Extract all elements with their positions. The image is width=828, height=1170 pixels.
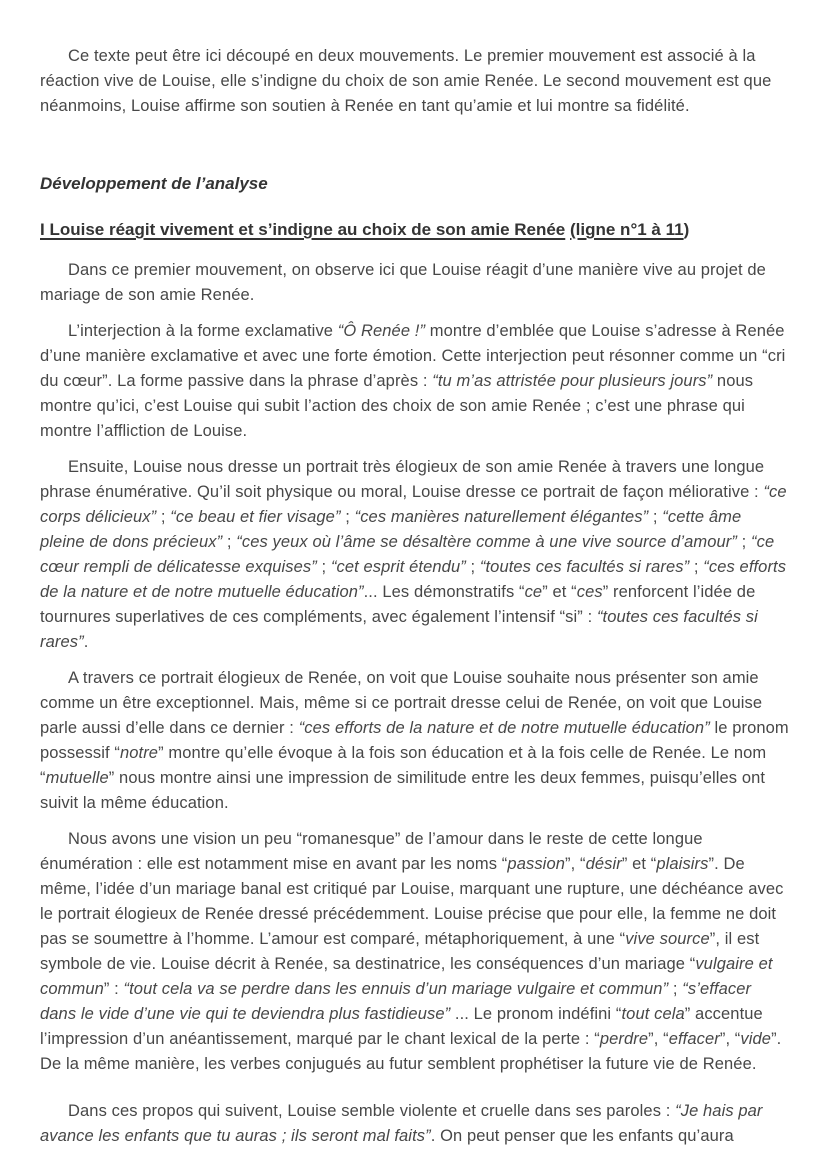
text-run: ” : xyxy=(103,980,124,998)
text-run: vide xyxy=(740,1030,772,1048)
text-run: montre d’emblée que Louise s’adresse à Renée d’une manière exclamative et avec une forte émotion. Cette interjection peut résonner comme un “cri du cœur”. La forme passive dans la phrase d’après : xyxy=(40,322,786,390)
text-run: A travers ce portrait élogieux de Renée, on voit que Louise souhaite nous présenter son amie comme un être exceptionnel. Mais, même si ce portrait dresse celui de Renée, on voit que Louise parle aussi d’elle dans ce dernier : xyxy=(40,669,763,737)
text-run: ” montre qu’elle évoque à la fois son éducation et à la fois celle de Renée. Le nom “ xyxy=(40,744,767,787)
text-run: ”. De même, l’idée d’un mariage banal est critiqué par Louise, marquant une rupture, une déchéance avec le portrait élogieux de Renée dressé précédemment. Louise précise que pour elle, la femme ne doit pas se soumettre à l’homme. L’amour est comparé, métaphoriquement, à une “ xyxy=(40,855,784,948)
text-run: ”, “ xyxy=(565,855,586,873)
text-run: ; xyxy=(465,558,480,576)
text-run: Développement de l’analyse xyxy=(40,174,268,193)
paragraph-romanesque-vision xyxy=(40,827,790,1077)
text-run: le pronom possessif “ xyxy=(40,719,789,762)
text-run: plaisirs xyxy=(656,855,709,873)
text-run: mutuelle xyxy=(45,769,109,787)
text-run: ) xyxy=(683,220,690,239)
text-run: ” et “ xyxy=(542,583,577,601)
text-run: perdre xyxy=(599,1030,649,1048)
text-run: ” renforcent l’idée de tournures superlatives de ces compléments, avec également l’intensif “si” : xyxy=(40,583,756,626)
text-run: Nous avons une vision un peu “romanesque” de l’amour dans le reste de cette longue énumération : elle est notamment mise en avant par les noms “ xyxy=(40,830,703,873)
paragraph-violent-words xyxy=(40,1099,790,1149)
text-run: “s’effacer dans le vide d’une vie qui te deviendra plus fastidieuse” xyxy=(40,980,752,1023)
paragraph-first-movement-intro xyxy=(40,258,790,308)
heading-developpement-analyse xyxy=(40,171,790,196)
text-run: ; xyxy=(648,508,663,526)
text-run: effacer xyxy=(668,1030,720,1048)
text-run: Ce texte peut être ici découpé en deux mouvements. Le premier mouvement est associé à la réaction vive de Louise, elle s’indigne du choix de son amie Renée. Le second mouvement est que néanmoins, Louise affirme son soutien à Renée en tant qu’amie et lui montre sa fidélité. xyxy=(40,47,772,115)
text-run: nous montre qu’ici, c’est Louise qui subit l’action des choix de son amie Renée ; c’est une phrase qui montre l’affliction de Louise. xyxy=(40,372,754,440)
text-run: (ligne n°1 à 11 xyxy=(570,220,684,239)
text-run: vulgaire et commun xyxy=(40,955,773,998)
text-run: “ce corps délicieux” xyxy=(40,483,787,526)
paragraph-movements-overview xyxy=(40,44,790,119)
text-run: “toutes ces facultés si rares” xyxy=(40,608,758,651)
text-run: désir xyxy=(585,855,622,873)
text-run: ”, “ xyxy=(648,1030,669,1048)
text-run: “tout cela va se perdre dans les ennuis d’un mariage vulgaire et commun” xyxy=(123,980,669,998)
text-run: Dans ce premier mouvement, on observe ici que Louise réagit d’une manière vive au projet de mariage de son amie Renée. xyxy=(40,261,766,304)
text-run: . On peut penser que les enfants qu’aura xyxy=(430,1127,734,1145)
text-run: “ces manières naturellement élégantes” xyxy=(354,508,649,526)
text-run: “ce beau et fier visage” xyxy=(170,508,341,526)
text-run: ” et “ xyxy=(621,855,657,873)
text-run: “tu m’as attristée pour plusieurs jours” xyxy=(432,372,713,390)
text-run: I Louise réagit vivement et s’indigne au choix de son amie Renée xyxy=(40,220,566,239)
text-run: “ces efforts de la nature et de notre mutuelle éducation” xyxy=(298,719,710,737)
text-run: ; xyxy=(316,558,331,576)
text-run: “cet esprit étendu” xyxy=(330,558,466,576)
text-run: ”. De la même manière, les verbes conjugués au futur semblent prophétiser la future vie de Renée. xyxy=(40,1030,782,1073)
text-run: ; xyxy=(340,508,355,526)
heading-part-one xyxy=(40,217,790,242)
text-run: notre xyxy=(119,744,159,762)
text-run: vive source xyxy=(625,930,710,948)
paragraph-interjection-analysis xyxy=(40,319,790,444)
text-run: ; xyxy=(736,533,752,551)
text-run: L’interjection à la forme exclamative xyxy=(68,322,338,340)
text-run: ... Les démonstratifs “ xyxy=(363,583,525,601)
text-run: ; xyxy=(689,558,704,576)
text-run: “toutes ces facultés si rares” xyxy=(479,558,690,576)
text-run: passion xyxy=(507,855,565,873)
text-run: ; xyxy=(156,508,171,526)
text-run: ; xyxy=(222,533,237,551)
text-run: “ces yeux où l’âme se désaltère comme à une vive source d’amour” xyxy=(236,533,737,551)
text-run: . xyxy=(83,633,89,651)
text-run: ces xyxy=(576,583,603,601)
text-run: “ce cœur rempli de délicatesse exquises” xyxy=(40,533,775,576)
text-run: “Ô Renée !” xyxy=(337,322,426,340)
text-run: “ces efforts de la nature et de notre mutuelle éducation” xyxy=(40,558,787,601)
text-run: ”, il est symbole de vie. Louise décrit à Renée, sa destinatrice, les conséquences d’un mariage “ xyxy=(40,930,760,973)
text-run: ”, “ xyxy=(719,1030,741,1048)
text-run: Dans ces propos qui suivent, Louise semble violente et cruelle dans ses paroles : xyxy=(68,1102,676,1120)
paragraph-portrait-interpretation xyxy=(40,666,790,816)
text-run: “Je hais par avance les enfants que tu auras ; ils seront mal faits” xyxy=(40,1102,763,1145)
text-run: tout cela xyxy=(621,1005,685,1023)
text-run: ce xyxy=(524,583,543,601)
text-run: Ensuite, Louise nous dresse un portrait très élogieux de son amie Renée à travers une longue phrase énumérative. Qu’il soit physique ou moral, Louise dresse ce portrait de façon méliorative : xyxy=(40,458,765,501)
text-run: “cette âme pleine de dons précieux” xyxy=(40,508,742,551)
text-run: ” nous montre ainsi une impression de similitude entre les deux femmes, puisqu’elles ont suivit la même éducation. xyxy=(40,769,766,812)
text-run: ... Le pronom indéfini “ xyxy=(450,1005,622,1023)
text-run: ” accentue l’impression d’un anéantissement, marqué par le chant lexical de la perte : “ xyxy=(40,1005,763,1048)
text-run: ; xyxy=(668,980,683,998)
paragraph-portrait-enumeration xyxy=(40,455,790,655)
